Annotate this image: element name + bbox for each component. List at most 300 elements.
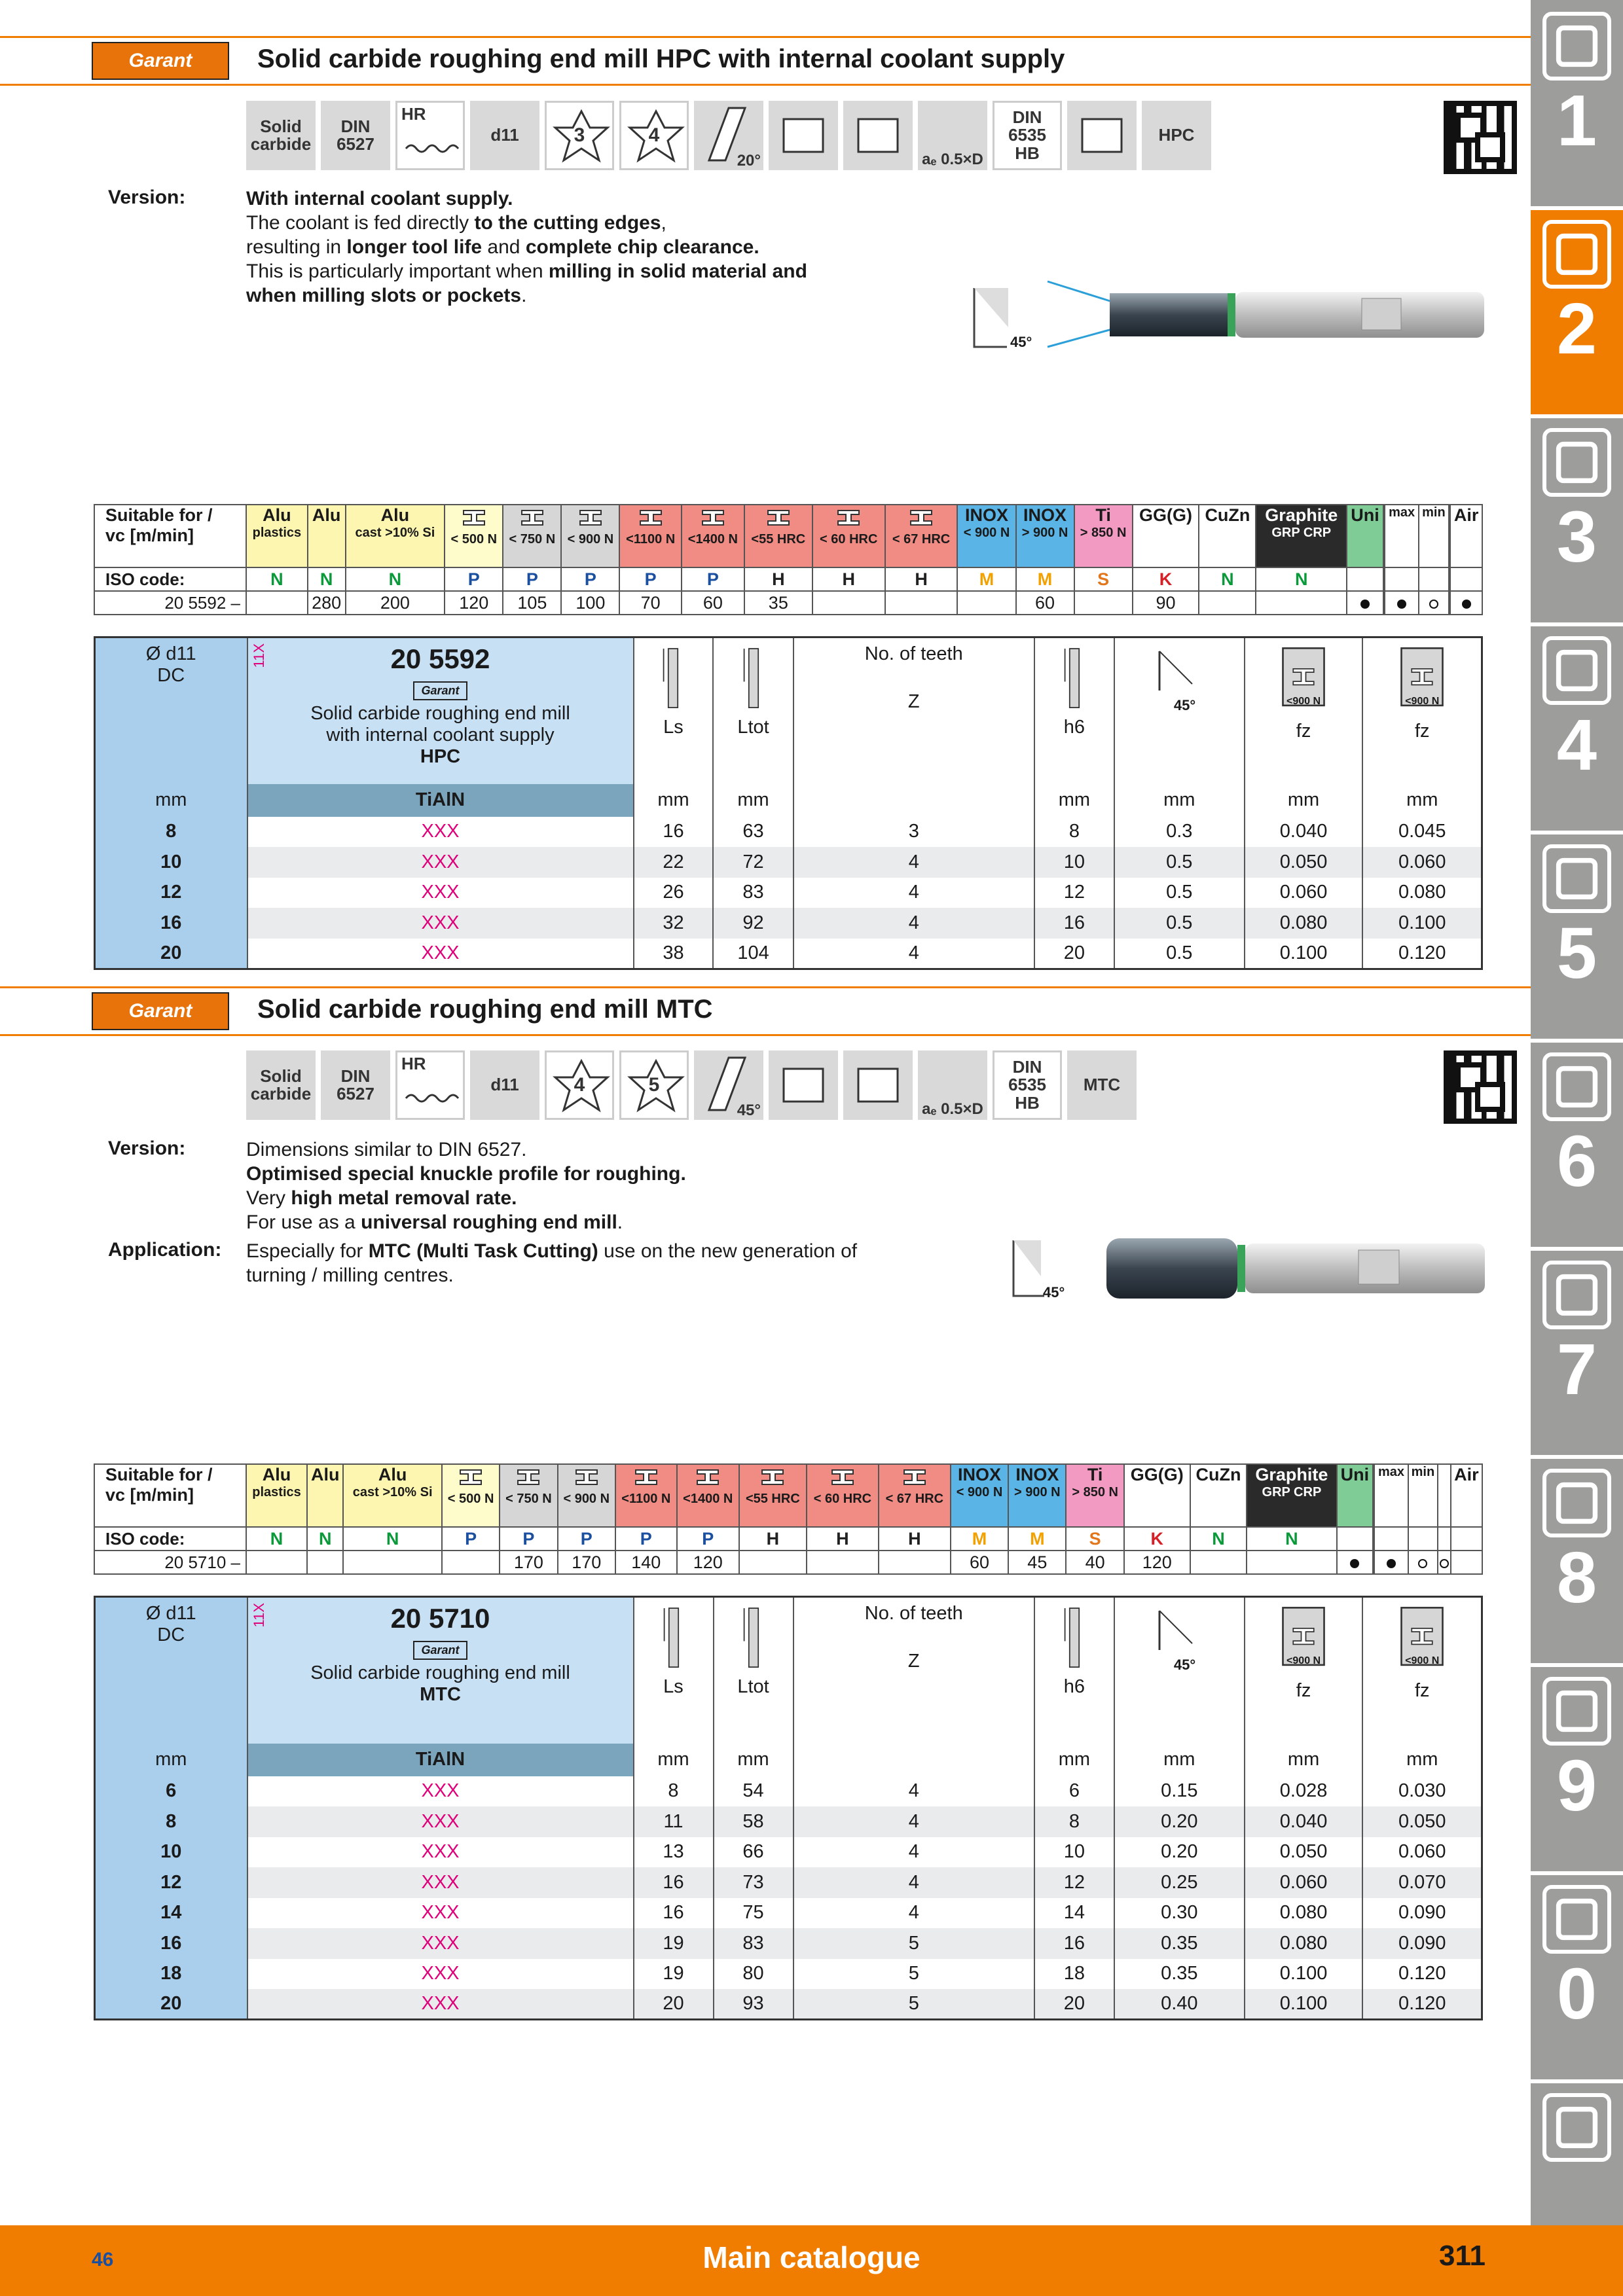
cutting-speed-value: 170 — [500, 1551, 557, 1574]
article-order-cell[interactable]: XXX — [247, 1898, 634, 1929]
article-order-cell[interactable]: XXX — [247, 1867, 634, 1898]
chapter-tab-0[interactable] — [1531, 1873, 1623, 2081]
value-cell: 0.040 — [1245, 1806, 1363, 1837]
value-cell: 4 — [793, 1867, 1034, 1898]
article-number: 20 5710 — [390, 1603, 490, 1634]
material-name: Air — [1454, 1465, 1479, 1484]
material-column-header — [1451, 1464, 1482, 1527]
material-column-header — [1256, 505, 1347, 567]
iso-code: K — [1133, 567, 1199, 591]
material-column-header — [1008, 1464, 1066, 1527]
iso-code: P — [442, 1527, 500, 1551]
steel-beam-icon — [500, 1465, 556, 1492]
material-column-header — [1450, 505, 1482, 567]
bold-text: universal roughing end mill — [361, 1211, 617, 1233]
text-line — [246, 235, 966, 259]
material-column-header — [346, 505, 445, 567]
article-order-cell[interactable]: XXX — [247, 1959, 634, 1990]
article-order-cell[interactable]: XXX — [247, 939, 634, 969]
iso-code — [1347, 567, 1383, 591]
material-sub: cast >10% Si — [355, 526, 435, 540]
cutting-speed-value: 70 — [619, 591, 682, 615]
value-cell: 38 — [634, 939, 714, 969]
diameter-cell: 10 — [95, 1837, 247, 1868]
column-label: <900 N — [1286, 696, 1321, 707]
safety-glasses-icon — [1542, 1885, 1611, 1954]
wrench-icon — [1542, 1052, 1611, 1121]
version-text — [246, 187, 966, 308]
property-icon-label: d11 — [490, 1075, 519, 1095]
tool-length-icon — [634, 1598, 713, 1676]
suit-header-row — [94, 505, 1482, 567]
material-name: Ti — [1095, 505, 1111, 525]
property-icon — [545, 101, 614, 170]
material-sub: > 900 N — [1021, 526, 1068, 540]
property-icon — [470, 101, 539, 170]
page-footer — [0, 2225, 1623, 2296]
version-label: Version: — [108, 1138, 186, 1159]
iso-code: M — [1008, 1527, 1066, 1551]
material-sub: cast >10% Si — [352, 1485, 433, 1499]
material-sub: <55 HRC — [751, 532, 806, 547]
chapter-number: 3 — [1556, 497, 1597, 577]
chapter-tab-9[interactable] — [1531, 1665, 1623, 1873]
section-rule — [0, 986, 1531, 988]
cutting-speed-value — [1451, 1551, 1482, 1574]
tool-length-icon — [1035, 1598, 1114, 1676]
text-line — [246, 259, 966, 283]
value-cell: 72 — [713, 847, 793, 878]
article-order-cell[interactable]: XXX — [247, 817, 634, 848]
table-row — [95, 817, 1482, 848]
cutting-speed-value: 200 — [346, 591, 445, 615]
unit-cell: mm — [1362, 784, 1482, 817]
product-description: HPC — [420, 746, 461, 767]
value-cell: 0.060 — [1245, 878, 1363, 908]
value-cell: 19 — [634, 1928, 714, 1959]
material-sub: > 900 N — [1014, 1485, 1061, 1499]
value-cell: 63 — [713, 817, 793, 848]
units-row — [95, 1744, 1482, 1776]
iso-code — [1438, 1527, 1450, 1551]
value-cell: 8 — [1034, 817, 1114, 848]
steel-beam-icon — [616, 1465, 676, 1492]
column-label: Ltot — [737, 1676, 769, 1697]
cutting-speed-value: 45 — [1008, 1551, 1066, 1574]
material-name: CuZn — [1195, 1465, 1241, 1484]
material-column-header — [744, 505, 812, 567]
material-column-header — [739, 1464, 807, 1527]
steel-beam-icon — [745, 505, 812, 532]
suitability-table — [94, 504, 1483, 615]
spec-column-header — [1034, 1597, 1114, 1744]
property-icon-label: HR — [401, 104, 426, 124]
property-icon — [843, 1050, 913, 1120]
angle-label: 45° — [1010, 334, 1032, 350]
value-cell: 10 — [1034, 847, 1114, 878]
value-cell: 16 — [634, 1867, 714, 1898]
info-icon — [1542, 2093, 1611, 2162]
tolerance-tag: 11X — [250, 1603, 267, 1628]
material-column-header — [246, 505, 308, 567]
article-ref: 20 5592 – — [94, 591, 246, 615]
iso-code: N — [346, 567, 445, 591]
dc-sub: DC — [157, 665, 185, 686]
chapter-tab-5[interactable] — [1531, 833, 1623, 1041]
table-row — [95, 1898, 1482, 1929]
spec-column-header — [634, 1597, 714, 1744]
material-sub: <1100 N — [621, 1492, 671, 1506]
material-name: Alu — [378, 1465, 407, 1484]
cutting-speed-value — [812, 591, 885, 615]
material-sub: < 60 HRC — [820, 532, 878, 547]
value-cell: 0.25 — [1114, 1867, 1245, 1898]
dc-header — [95, 1597, 247, 1744]
text: The coolant is fed directly — [246, 212, 475, 234]
cutting-speed-value — [1450, 591, 1482, 615]
table-row — [95, 1989, 1482, 2020]
spec-column-header — [1114, 1597, 1245, 1744]
spec-column-header — [1362, 637, 1482, 784]
iso-code: P — [445, 567, 503, 591]
value-cell: 11 — [634, 1806, 714, 1837]
article-order-cell[interactable]: XXX — [247, 1776, 634, 1807]
table-row — [95, 939, 1482, 969]
value-cell: 83 — [714, 1928, 793, 1959]
value-cell: 4 — [793, 1898, 1034, 1929]
chapter-tab-4[interactable] — [1531, 624, 1623, 833]
milling-insert-icon — [1542, 220, 1611, 289]
unit-cell: mm — [634, 1744, 714, 1776]
tolerance-tag: 11X — [250, 643, 267, 668]
property-icon-label: DIN 6527 — [337, 116, 374, 154]
property-icon — [619, 1050, 689, 1120]
article-order-cell[interactable]: XXX — [247, 1928, 634, 1959]
property-icon — [769, 101, 838, 170]
material-sub: <1400 N — [683, 1492, 733, 1506]
article-order-cell[interactable]: XXX — [247, 908, 634, 939]
property-icon-label: MTC — [1083, 1075, 1121, 1095]
chapter-tab-i[interactable] — [1531, 2081, 1623, 2225]
spec-column-header — [1245, 637, 1363, 784]
material-column-header — [957, 505, 1015, 567]
iso-code: P — [558, 1527, 615, 1551]
version-text — [246, 1138, 966, 1234]
article-number: 20 5592 — [390, 643, 490, 674]
unit-cell: mm — [1245, 1744, 1363, 1776]
material-name: CuZn — [1205, 505, 1250, 525]
iso-code: N — [343, 1527, 442, 1551]
material-sub: < 750 N — [509, 532, 556, 547]
material-column-header — [885, 505, 958, 567]
dc-label: Ø d11 — [145, 1603, 196, 1624]
caliper-icon — [1542, 636, 1611, 705]
steel-beam-icon — [678, 1465, 739, 1492]
tab-divider — [1531, 831, 1623, 834]
tab-divider — [1531, 1871, 1623, 1875]
unit-cell: mm — [634, 784, 714, 817]
chapter-tab-6[interactable] — [1531, 1041, 1623, 1249]
spec-column-header — [634, 637, 714, 784]
iso-code: P — [561, 567, 619, 591]
iso-code: P — [503, 567, 561, 591]
material-column-header — [619, 505, 682, 567]
version-label: Version: — [108, 187, 186, 208]
iso-code: N — [246, 1527, 307, 1551]
product-table — [94, 636, 1483, 970]
iso-code: P — [682, 567, 744, 591]
material-column-header — [1066, 1464, 1123, 1527]
iso-code: N — [1247, 1527, 1337, 1551]
column-label: Ltot — [737, 717, 769, 738]
property-icon — [545, 1050, 614, 1120]
property-icon — [769, 1050, 838, 1120]
material-column-header — [1247, 1464, 1337, 1527]
section-rule — [0, 36, 1531, 38]
iso-code: N — [246, 567, 308, 591]
value-cell: 12 — [1034, 1867, 1114, 1898]
bold-text: With internal coolant supply. — [246, 188, 513, 209]
text-line — [246, 211, 966, 235]
property-icon-label: 20° — [737, 151, 761, 170]
text: . — [617, 1211, 623, 1233]
material-column-header — [677, 1464, 739, 1527]
bold-text: high metal removal rate. — [291, 1187, 517, 1209]
property-icons — [246, 1050, 1137, 1120]
steel-beam-icon — [620, 505, 681, 532]
steel-beam-icon — [443, 1465, 499, 1492]
column-label: 45° — [1173, 697, 1196, 713]
value-cell: 5 — [793, 1959, 1034, 1990]
property-icon — [993, 1050, 1062, 1120]
tab-divider — [1531, 1455, 1623, 1459]
value-cell: 8 — [1034, 1806, 1114, 1837]
text-line — [246, 1210, 966, 1234]
text: For use as a — [246, 1211, 361, 1233]
bold-text: when milling slots or pockets — [246, 285, 522, 306]
value-cell: 0.030 — [1362, 1776, 1482, 1807]
material-column-header — [1408, 1464, 1438, 1527]
chapter-number: 6 — [1556, 1121, 1597, 1202]
material-column-header — [682, 505, 744, 567]
iso-code: N — [308, 567, 346, 591]
material-column-header — [812, 505, 885, 567]
value-cell: 0.5 — [1114, 939, 1245, 969]
material-name: INOX — [1023, 505, 1067, 525]
conditional-ring-icon — [1429, 600, 1438, 609]
steel-beam-icon — [813, 505, 884, 532]
material-sub: <1100 N — [626, 532, 676, 547]
value-cell: 22 — [634, 847, 714, 878]
left-page-number: 46 — [92, 2249, 114, 2270]
diameter-cell: 14 — [95, 1898, 247, 1929]
property-icon-label: DIN 6535 HB — [1008, 107, 1046, 163]
diameter-cell: 6 — [95, 1776, 247, 1807]
chamfer-icon — [1115, 1598, 1244, 1662]
property-icons — [246, 101, 1211, 170]
suitable-dot-icon — [1397, 600, 1406, 609]
iso-code: H — [879, 1527, 951, 1551]
value-cell: 0.120 — [1362, 939, 1482, 969]
material-column-header — [1337, 1464, 1373, 1527]
material-column-header — [343, 1464, 442, 1527]
coating-cell: TiAlN — [247, 1744, 634, 1776]
value-cell: 83 — [713, 878, 793, 908]
article-order-cell[interactable]: XXX — [247, 1837, 634, 1868]
chapter-number: 7 — [1556, 1329, 1597, 1410]
chapter-number: 8 — [1556, 1537, 1597, 1618]
text-line — [246, 1263, 966, 1287]
text: . — [521, 285, 527, 306]
tool-image-mtc — [1008, 1230, 1493, 1309]
cutting-speed-value — [1408, 1551, 1438, 1574]
chapter-tab-1[interactable] — [1531, 0, 1623, 208]
unit-cell: mm — [714, 1744, 793, 1776]
article-order-cell[interactable]: XXX — [247, 878, 634, 908]
spec-column-header — [714, 1597, 793, 1744]
cutting-speed-value: 105 — [503, 591, 561, 615]
property-icon — [1067, 101, 1137, 170]
text-line — [246, 283, 966, 308]
chapter-tab-7[interactable] — [1531, 1249, 1623, 1457]
material-sub: < 500 N — [450, 532, 498, 547]
value-cell: 10 — [1034, 1837, 1114, 1868]
iso-code: P — [677, 1527, 739, 1551]
product-header-row — [95, 637, 1482, 784]
cutting-speed-value — [1419, 591, 1449, 615]
column-sub: fz — [1296, 721, 1311, 742]
suit-label-line: Suitable for / — [105, 505, 213, 525]
material-column-header — [500, 1464, 557, 1527]
value-cell: 0.30 — [1114, 1898, 1245, 1929]
material-sub: plastics — [252, 526, 302, 540]
table-row — [95, 847, 1482, 878]
property-icon-label: 45° — [737, 1101, 761, 1119]
diameter-cell: 12 — [95, 878, 247, 908]
unit-cell: mm — [95, 1744, 247, 1776]
value-cell: 12 — [1034, 878, 1114, 908]
value-cell: 0.100 — [1245, 1989, 1363, 2020]
cutting-speed-value — [885, 591, 958, 615]
cutting-speed-value: 120 — [677, 1551, 739, 1574]
material-column-header — [1133, 505, 1199, 567]
text: Very — [246, 1187, 291, 1209]
material-sub: <1400 N — [687, 532, 738, 547]
value-cell: 0.35 — [1114, 1928, 1245, 1959]
coating-cell: TiAlN — [247, 784, 634, 817]
material-name: Alu — [380, 505, 410, 525]
value-cell: 0.120 — [1362, 1959, 1482, 1990]
value-cell: 0.028 — [1245, 1776, 1363, 1807]
application-label: Application: — [108, 1239, 222, 1261]
value-cell: 0.5 — [1114, 847, 1245, 878]
article-order-cell[interactable]: XXX — [247, 1806, 634, 1837]
material-column-header — [558, 1464, 615, 1527]
value-cell: 0.100 — [1362, 908, 1482, 939]
unit-cell — [793, 1744, 1034, 1776]
spec-column-header — [1362, 1597, 1482, 1744]
text-line — [246, 1162, 966, 1186]
suit-label — [94, 1464, 246, 1527]
chapter-number: 2 — [1556, 289, 1597, 369]
material-column-header — [445, 505, 503, 567]
material-name: GG(G) — [1139, 505, 1193, 525]
value-cell: 5 — [793, 1928, 1034, 1959]
cutting-speed-row — [94, 591, 1482, 615]
value-cell: 5 — [793, 1989, 1034, 2020]
article-order-cell[interactable]: XXX — [247, 1989, 634, 2020]
material-name: Alu — [310, 1465, 340, 1484]
steel-beam-icon — [879, 1465, 950, 1492]
property-icon-label: DIN 6535 HB — [1008, 1057, 1046, 1113]
property-icon — [246, 1050, 316, 1120]
value-cell: 0.35 — [1114, 1959, 1245, 1990]
value-cell: 16 — [1034, 1928, 1114, 1959]
material-sub: GRP CRP — [1262, 1485, 1322, 1499]
drill-icon — [1542, 12, 1611, 81]
value-cell: 0.40 — [1114, 1989, 1245, 2020]
chapter-tab-3[interactable] — [1531, 416, 1623, 624]
value-cell: 16 — [634, 1898, 714, 1929]
iso-code: P — [619, 567, 682, 591]
material-column-header — [246, 1464, 307, 1527]
product-description: MTC — [420, 1684, 461, 1705]
article-order-cell[interactable]: XXX — [247, 847, 634, 878]
text-line — [246, 1186, 966, 1210]
diameter-cell: 8 — [95, 1806, 247, 1837]
value-cell: 80 — [714, 1959, 793, 1990]
material-name: Alu — [263, 505, 291, 525]
material-sub: min — [1411, 1465, 1435, 1479]
chapter-number: 9 — [1556, 1746, 1597, 1826]
cutting-speed-value: 60 — [682, 591, 744, 615]
property-icon-label: Solid carbide — [250, 116, 312, 154]
column-sub: fz — [1414, 1680, 1430, 1701]
chapter-tab-2[interactable] — [1531, 208, 1623, 416]
diameter-cell: 18 — [95, 1959, 247, 1990]
steel-beam-icon — [740, 1465, 806, 1492]
property-icon-label: 3 — [574, 124, 585, 147]
property-icon-label: HR — [401, 1054, 426, 1073]
cutting-speed-value — [1385, 591, 1419, 615]
table-row — [95, 1837, 1482, 1868]
column-label: 45° — [1173, 1657, 1196, 1673]
text: Especially for — [246, 1240, 369, 1262]
text: , — [661, 212, 666, 234]
material-column-header — [561, 505, 619, 567]
diameter-cell: 16 — [95, 908, 247, 939]
iso-code — [1451, 1527, 1482, 1551]
qr-code-icon[interactable] — [1444, 101, 1517, 174]
property-icon — [694, 1050, 763, 1120]
unit-cell: mm — [713, 784, 793, 817]
text-line — [246, 1138, 966, 1162]
chapter-tab-8[interactable] — [1531, 1457, 1623, 1665]
value-cell: 73 — [714, 1867, 793, 1898]
property-icon-label: HPC — [1158, 125, 1195, 145]
qr-code-icon[interactable] — [1444, 1050, 1517, 1124]
value-cell: 20 — [634, 1989, 714, 2020]
column-sub: Z — [907, 1651, 920, 1672]
value-cell: 0.120 — [1362, 1989, 1482, 2020]
value-cell: 0.050 — [1362, 1806, 1482, 1837]
conditional-ring-icon — [1440, 1559, 1449, 1568]
value-cell: 3 — [793, 817, 1034, 848]
steel-beam-icon — [445, 505, 502, 532]
unit-cell — [793, 784, 1034, 817]
iso-code: N — [1190, 1527, 1247, 1551]
iso-code: N — [1256, 567, 1347, 591]
